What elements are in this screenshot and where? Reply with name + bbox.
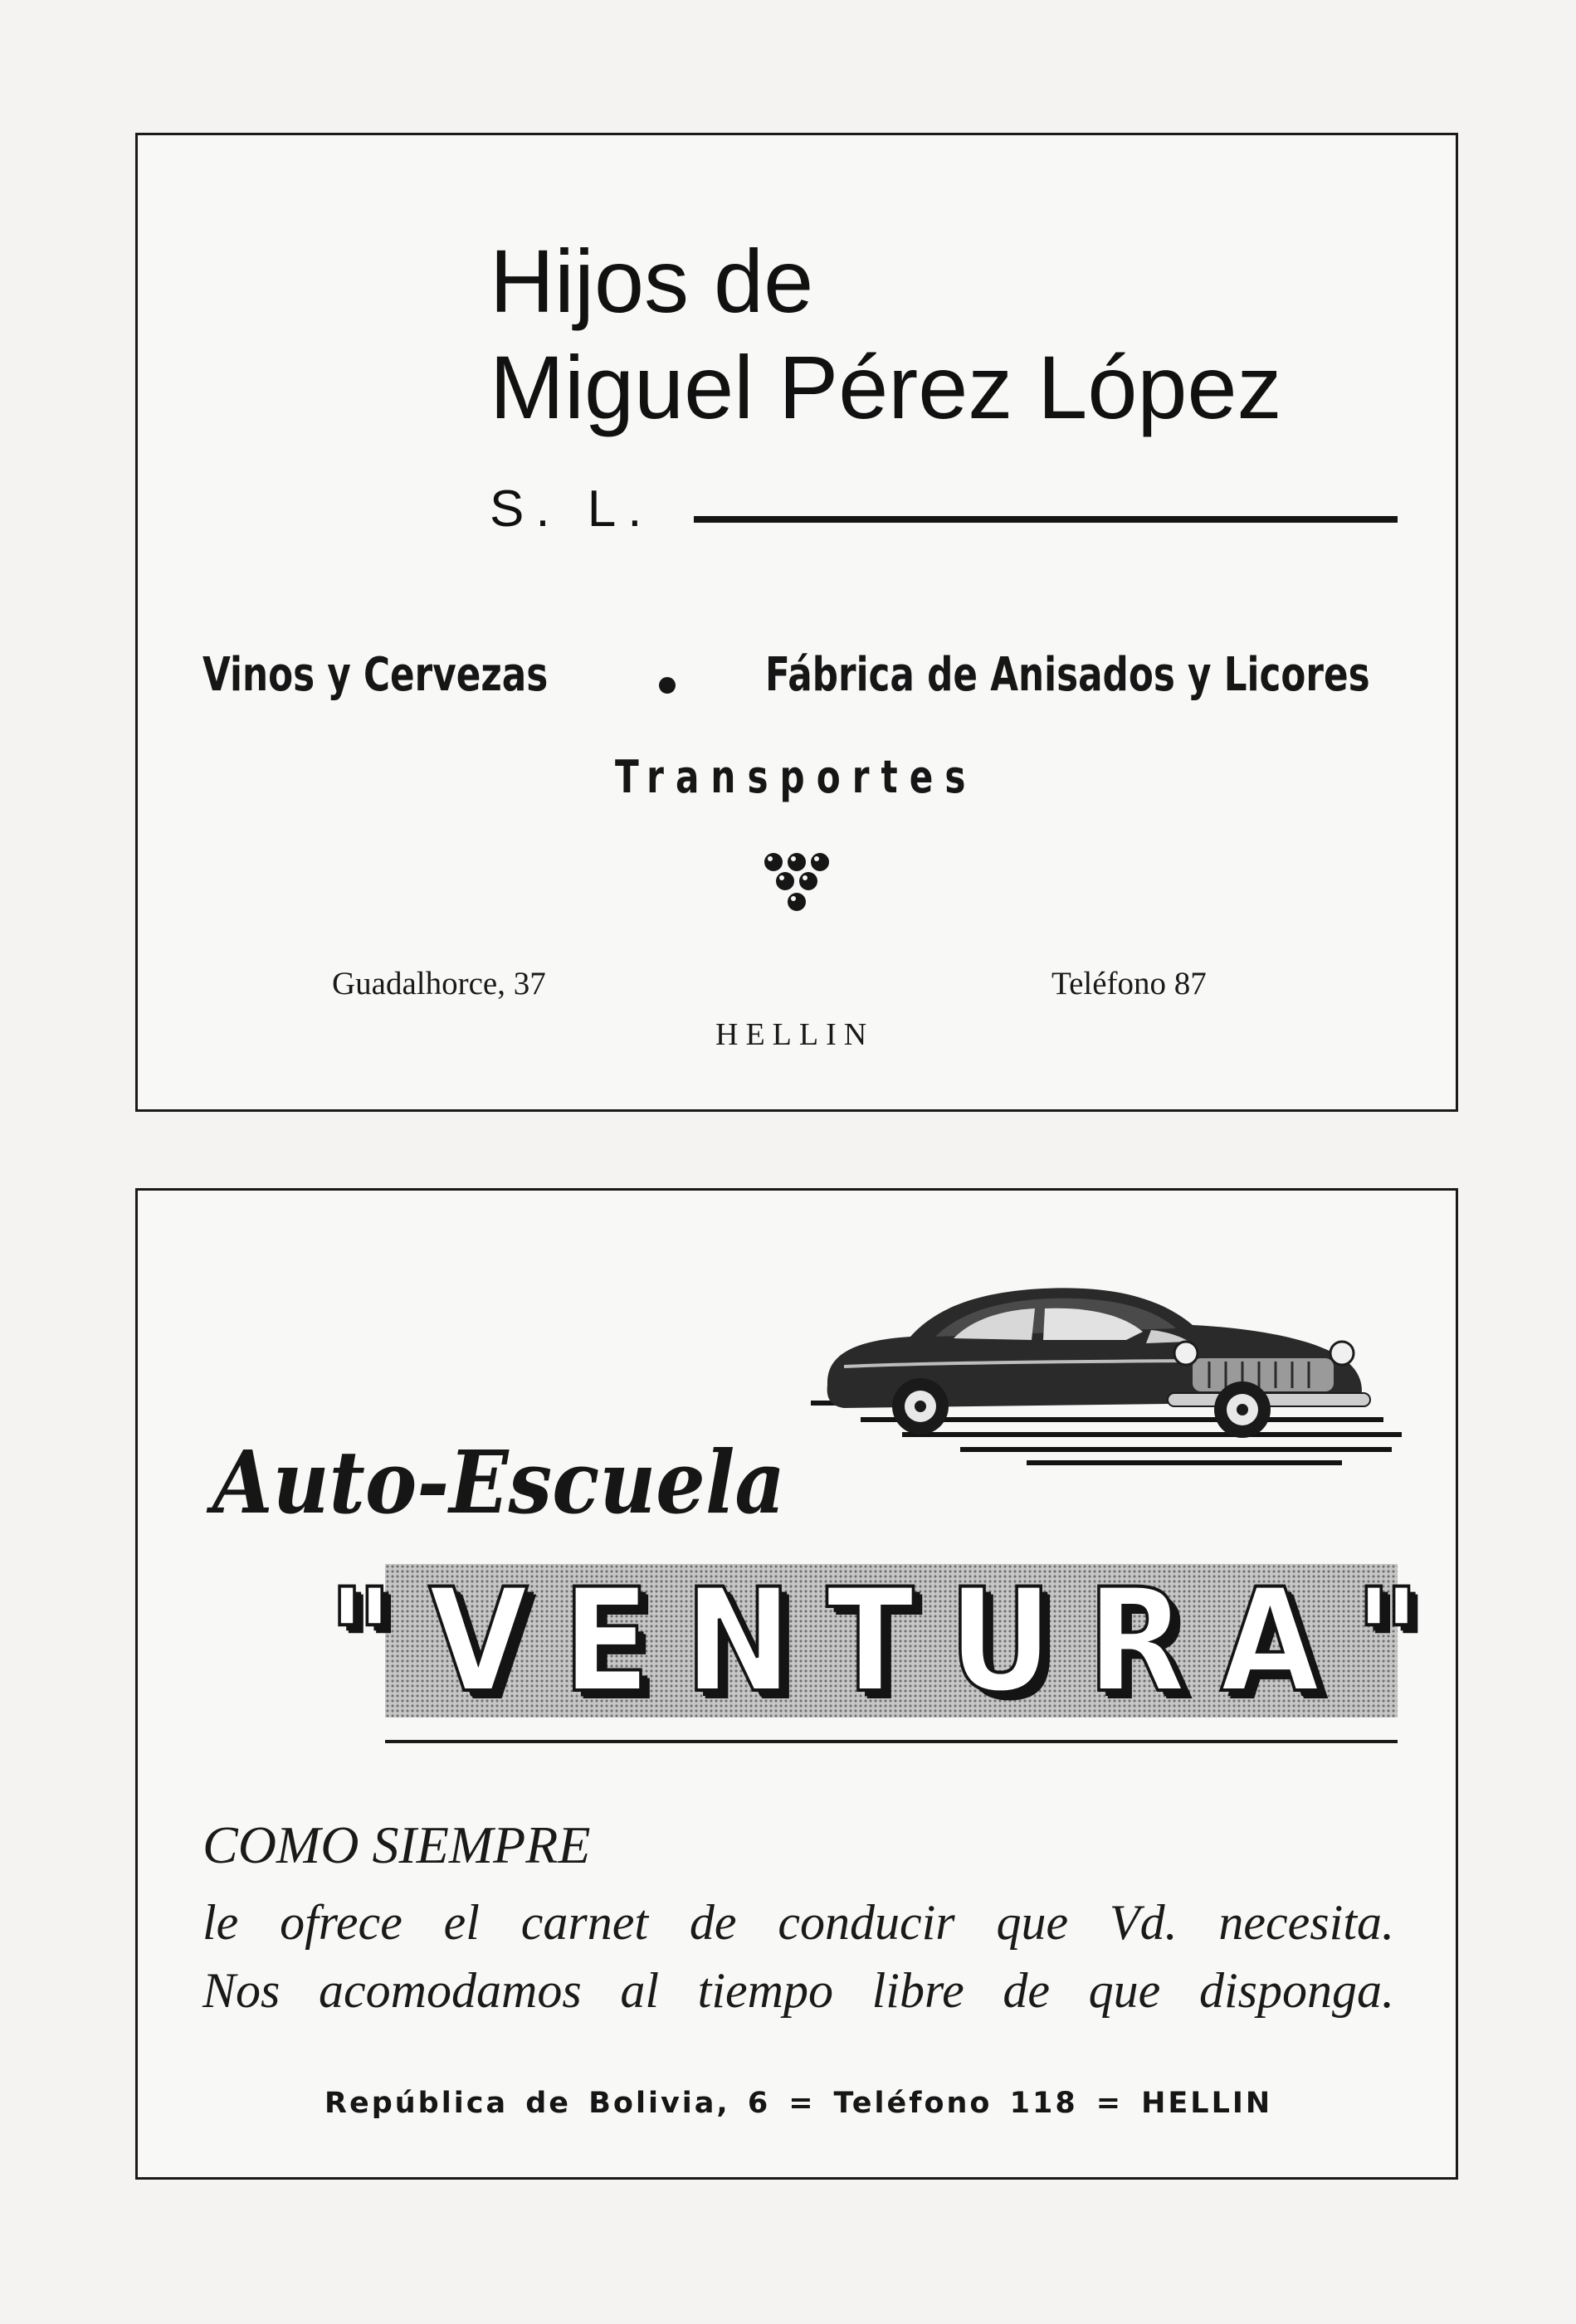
footer-phone: Teléfono 118 — [833, 2087, 1078, 2120]
business-line-left: Vinos y Cervezas — [202, 648, 549, 702]
address: Guadalhorce, 37 — [332, 966, 546, 1001]
grapes-icon — [762, 850, 832, 920]
company-name-line1: Hijos de — [490, 231, 814, 331]
brand-name: "VENTURA" — [327, 1557, 1456, 1724]
company-suffix: S. L. — [490, 480, 654, 538]
slogan-line1: COMO SIEMPRE — [202, 1815, 591, 1874]
business-line-right: Fábrica de Anisados y Licores — [765, 648, 1370, 702]
slogan-line2: le ofrece el carnet de conducir que Vd. necesita. — [202, 1895, 1394, 1950]
brand-rule — [385, 1740, 1398, 1743]
footer-town: HELLIN — [1141, 2087, 1273, 2120]
suffix-rule — [694, 516, 1398, 523]
ad-auto-escuela-ventura — [135, 1188, 1458, 2180]
footer-separator-2: = — [1095, 2087, 1124, 2120]
business-line-center: Transportes — [615, 751, 978, 803]
ad-perez-lopez — [135, 133, 1458, 1112]
town: HELLIN — [715, 1017, 875, 1052]
bullet-separator — [659, 677, 676, 694]
school-name: Auto-Escuela — [212, 1431, 786, 1533]
slogan-line3: Nos acomodamos al tiempo libre de que disponga. — [202, 1963, 1394, 2018]
footer-address: República de Bolivia, 6 — [324, 2087, 771, 2120]
phone: Teléfono 87 — [1051, 966, 1207, 1001]
company-name-line2: Miguel Pérez López — [490, 337, 1282, 437]
footer — [324, 2087, 1272, 2120]
footer-separator-1: = — [788, 2087, 816, 2120]
car-icon — [811, 1260, 1402, 1468]
